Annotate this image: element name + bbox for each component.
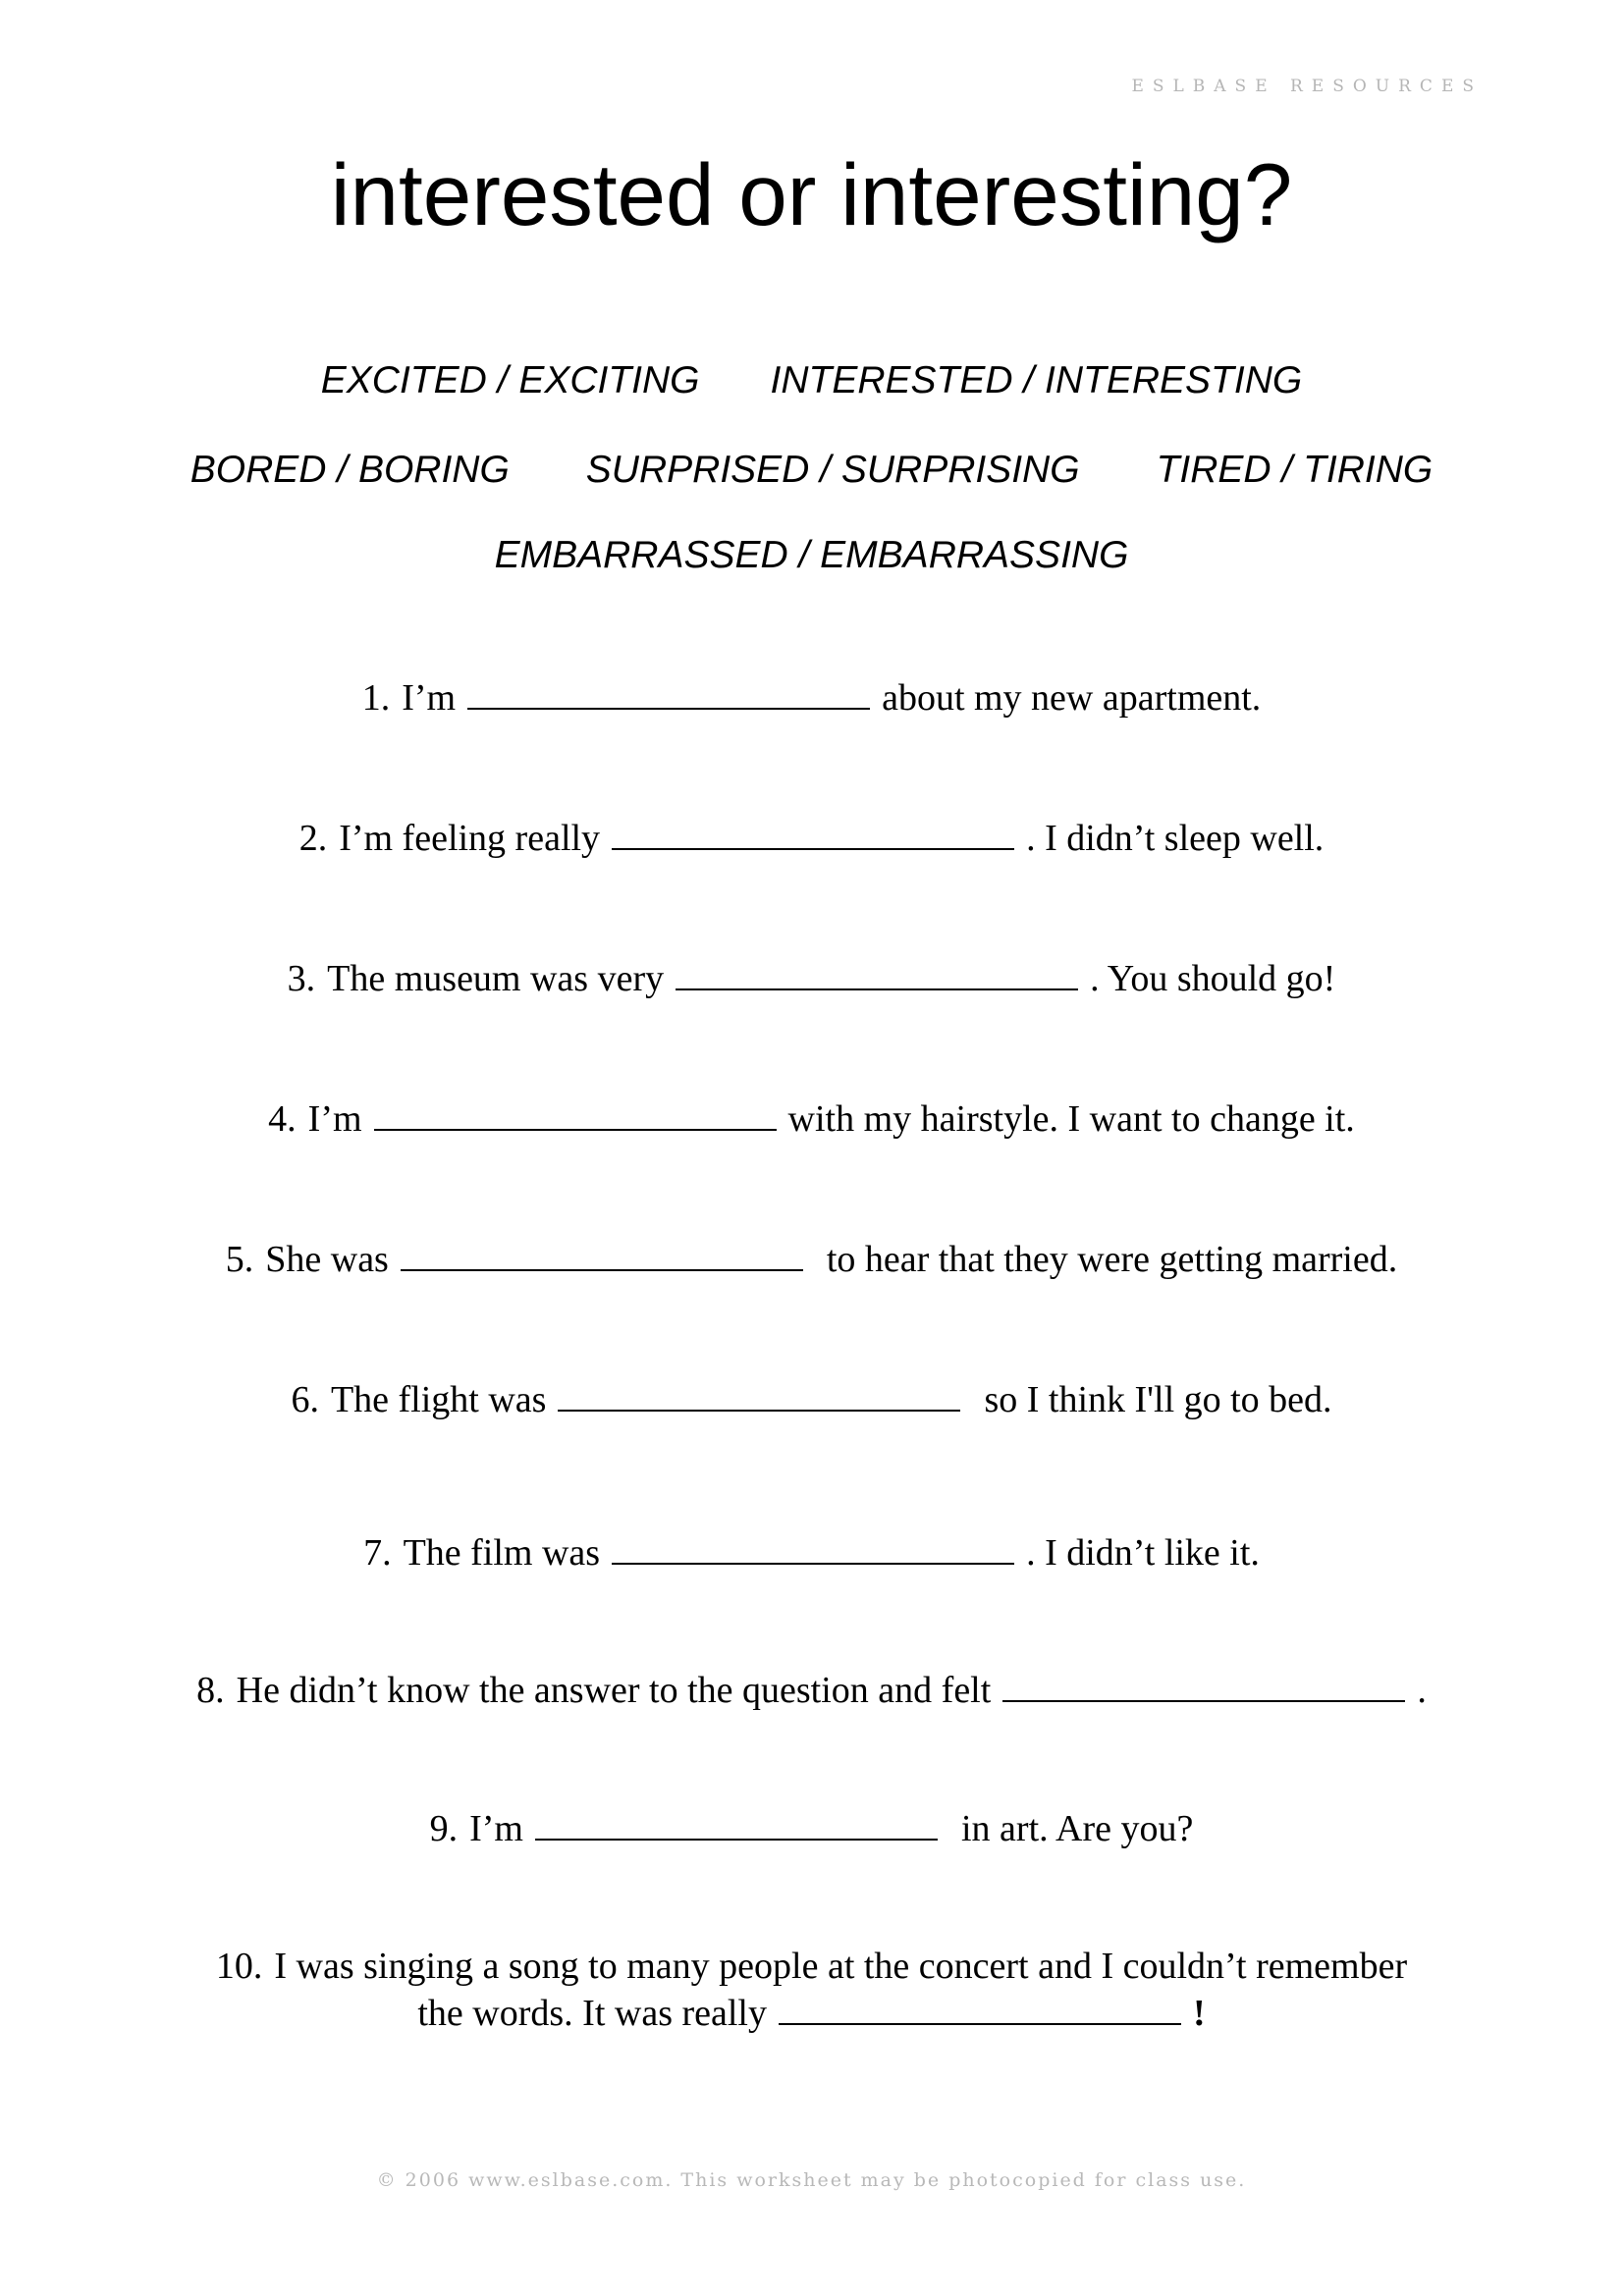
exercise-item [0,1806,1623,1853]
answer-blank[interactable] [467,678,870,710]
exercise-number: 8. [196,1670,225,1711]
exercise-text-after: with my hairstyle. I want to change it. [787,1098,1355,1140]
word-bank-row [0,450,1623,492]
exercise-text-after: in art. Are you? [961,1808,1194,1849]
exercise-text-after: ! [1192,1992,1206,2034]
exercise-number: 3. [287,958,316,999]
exercise-item [0,1377,1623,1424]
answer-blank[interactable] [374,1099,777,1131]
word-pair: EXCITED / EXCITING [320,359,700,401]
exercise-text-after: about my new apartment. [882,677,1262,719]
exercise-text-before: I’m feeling really [339,818,601,859]
word-pair: INTERESTED / INTERESTING [770,359,1303,401]
copyright-footer: © 2006 www.eslbase.com. This worksheet may be photocopied for class use. [376,2169,1247,2191]
exercise-item [0,675,1623,722]
exercise-text-before: The museum was very [327,958,665,999]
exercise-number: 4. [268,1098,297,1140]
answer-blank[interactable] [612,1533,1014,1565]
exercise-text-before: I’m [307,1098,362,1140]
exercise-line [0,1991,1623,2038]
exercise-number: 5. [225,1239,254,1280]
answer-blank[interactable] [676,959,1078,990]
answer-blank[interactable] [1002,1671,1405,1702]
exercise-text-after: . I didn’t like it. [1026,1532,1260,1574]
exercise-text-before-2: the words. It was really [417,1992,767,2034]
exercise-text-after: to hear that they were getting married. [826,1239,1398,1280]
page-title: interested or interesting? [330,145,1293,243]
exercise-item [0,1237,1623,1284]
exercise-number: 7. [363,1532,392,1574]
answer-blank[interactable] [558,1380,960,1412]
word-pair: BORED / BORING [189,449,510,491]
answer-blank[interactable] [779,1994,1181,2025]
exercise-item [0,816,1623,863]
answer-blank[interactable] [535,1809,938,1841]
exercise-item [0,1668,1623,1715]
exercise-number: 6. [291,1379,319,1420]
exercise-text-before: The flight was [330,1379,547,1420]
exercise-text-after: . You should go! [1090,958,1336,999]
exercise-line [0,1944,1623,1991]
exercise-text-after: so I think I'll go to bed. [984,1379,1332,1420]
answer-blank[interactable] [612,819,1014,850]
exercise-text-before: I’m [469,1808,523,1849]
exercise-item [0,1530,1623,1577]
exercise-number: 10. [215,1946,263,1987]
exercise-number: 1. [361,677,391,719]
word-pair: EMBARRASSED / EMBARRASSING [494,534,1129,576]
word-pair: SURPRISED / SURPRISING [585,449,1080,491]
exercise-text-before: I was singing a song to many people at the concert and I couldn’t remember [274,1946,1408,1987]
exercise-text-before: She was [265,1239,389,1280]
exercise-text-after: . [1417,1670,1427,1711]
exercise-text-before: I’m [402,677,457,719]
exercise-item [0,1944,1623,2037]
word-pair: TIRED / TIRING [1156,449,1434,491]
exercise-text-before: He didn’t know the answer to the question and felt [236,1670,992,1711]
exercise-text-before: The film was [403,1532,601,1574]
exercise-item [0,1096,1623,1144]
exercise-item [0,956,1623,1003]
publisher-label: ESLBASE RESOURCES [1131,77,1483,96]
word-bank-row [0,360,1623,402]
answer-blank[interactable] [401,1240,803,1271]
word-bank-row [0,535,1623,577]
exercise-number: 9. [429,1808,459,1849]
exercise-number: 2. [298,818,328,859]
exercise-text-after: . I didn’t sleep well. [1026,818,1325,859]
